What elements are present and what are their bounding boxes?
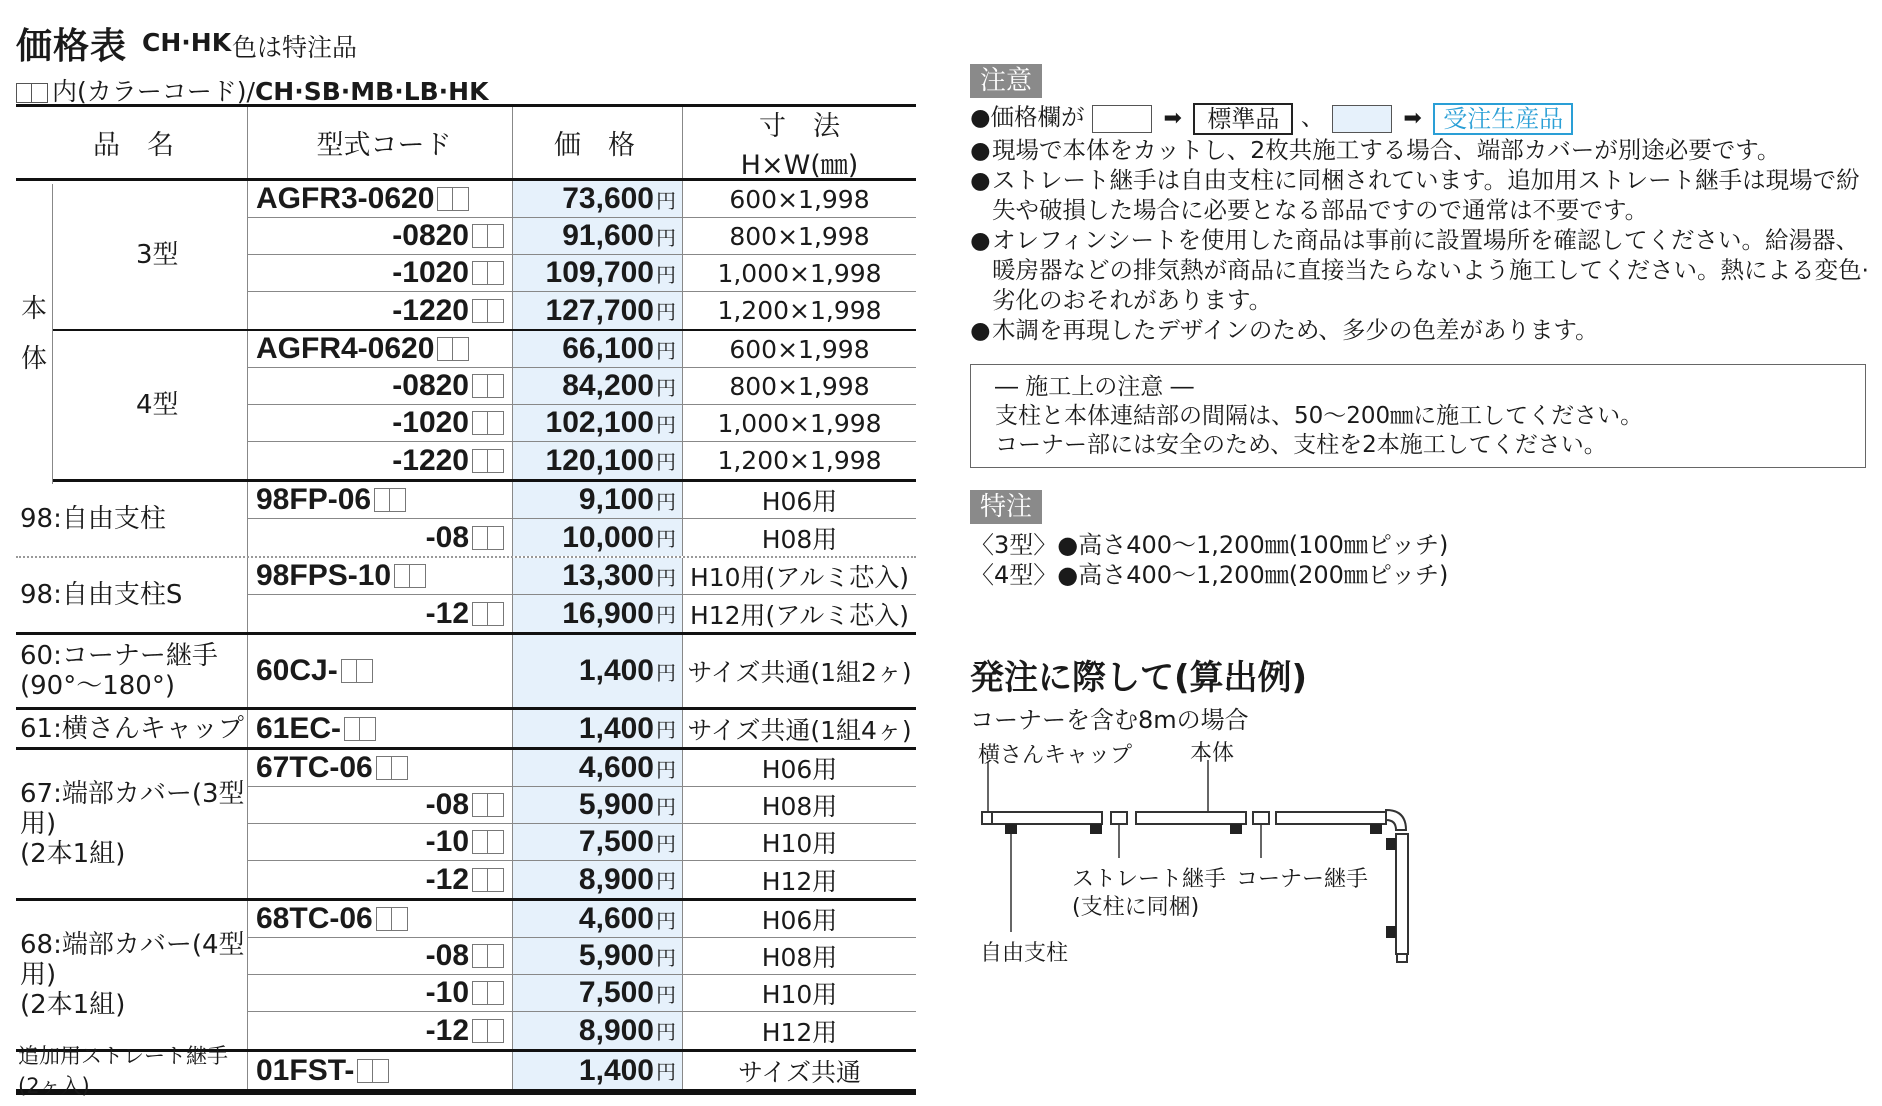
size-cell: H10用 xyxy=(761,980,838,1009)
price-value: 109,700 xyxy=(545,256,654,289)
size-cell: 1,200×1,998 xyxy=(717,296,882,325)
model-code-text: -10 xyxy=(425,825,469,858)
size-cell: 1,000×1,998 xyxy=(717,408,882,438)
price-cell xyxy=(513,861,683,898)
size-cell: 1,200×1,998 xyxy=(717,446,882,475)
color-code-box-icon xyxy=(472,981,504,1005)
table-row xyxy=(248,1012,916,1049)
special-line: 〈4型〉●高さ400〜1,200㎜(200㎜ピッチ) xyxy=(970,561,1449,589)
model-code-text: -12 xyxy=(425,1013,469,1047)
header-name: 品 名 xyxy=(16,107,248,178)
price-cell xyxy=(513,405,683,441)
model-code xyxy=(248,710,513,747)
title-note: 色は特注品 xyxy=(232,33,358,62)
price-value: 5,900 xyxy=(578,939,654,972)
color-line-codes: CH·SB·MB·LB·HK xyxy=(254,77,489,106)
table-row xyxy=(248,787,916,824)
group-name-text: 4型 xyxy=(136,390,179,420)
table-row xyxy=(248,368,916,405)
model-code-text: AGFR4-0620 xyxy=(256,332,435,365)
legend-standard-tag: 標準品 xyxy=(1193,103,1293,135)
table-row xyxy=(248,975,916,1012)
table-row xyxy=(248,255,916,292)
yen-unit: 円 xyxy=(656,720,676,742)
table-row xyxy=(248,558,916,595)
yen-unit: 円 xyxy=(656,833,676,856)
color-code-box-icon xyxy=(472,1019,504,1043)
size-cell: 600×1,998 xyxy=(729,334,870,364)
yen-unit: 円 xyxy=(656,264,676,287)
price-value: 1,400 xyxy=(578,654,654,687)
model-code-text: -1020 xyxy=(392,256,469,289)
yen-unit: 円 xyxy=(656,796,676,819)
model-code xyxy=(248,901,513,937)
model-code xyxy=(248,787,513,823)
table-row xyxy=(248,750,916,787)
table-row xyxy=(248,824,916,861)
notes-section xyxy=(970,64,1870,345)
arrow-right-icon: ➡ xyxy=(1163,106,1182,131)
price-cell xyxy=(513,901,683,937)
table-row xyxy=(248,405,916,442)
color-code-box-icon xyxy=(374,488,406,512)
group-name-text: 60:コーナー継手 (90°〜180°) xyxy=(20,641,218,701)
price-value: 127,700 xyxy=(545,293,654,327)
table-row xyxy=(248,1052,916,1089)
yen-unit: 円 xyxy=(656,567,676,590)
price-cell xyxy=(513,519,683,556)
price-cell xyxy=(513,750,683,786)
size-cell: サイズ共通(1組4ヶ) xyxy=(687,715,912,745)
price-value: 66,100 xyxy=(562,332,654,365)
table-group xyxy=(16,181,916,331)
table-group xyxy=(16,750,916,901)
group-name xyxy=(16,482,248,556)
price-cell xyxy=(513,181,683,217)
group-name-text: 追加用ストレート継手(2ヶ入) xyxy=(18,1043,228,1098)
bullet-icon: ● xyxy=(970,225,991,254)
price-cell xyxy=(513,1052,683,1089)
model-code xyxy=(248,255,513,291)
yen-unit: 円 xyxy=(656,302,676,324)
model-code-text: -12 xyxy=(425,596,469,630)
install-notes-box xyxy=(970,364,1866,468)
model-code-text: 98FP-06 xyxy=(256,483,372,516)
price-value: 5,900 xyxy=(578,788,654,821)
size-cell: H06用 xyxy=(761,755,838,784)
price-cell xyxy=(513,292,683,329)
note-item xyxy=(970,315,1870,345)
group-name xyxy=(16,710,248,747)
arrow-right-icon: ➡ xyxy=(1403,106,1422,131)
model-code xyxy=(248,824,513,860)
model-code-text: -1220 xyxy=(392,443,469,477)
group-name-text: 98:自由支柱S xyxy=(20,580,183,610)
model-code xyxy=(248,750,513,786)
model-code xyxy=(248,1052,513,1089)
color-code-box-icon xyxy=(472,449,504,473)
group-name xyxy=(16,1043,248,1098)
size-cell: H08用 xyxy=(761,943,838,972)
group-name xyxy=(16,635,248,707)
yen-unit: 円 xyxy=(656,984,676,1007)
yen-unit: 円 xyxy=(656,340,676,363)
price-value: 102,100 xyxy=(545,406,654,439)
model-code xyxy=(248,861,513,898)
install-line: 支柱と本体連結部の間隔は、50〜200㎜に施工してください。 xyxy=(995,403,1644,429)
price-value: 84,200 xyxy=(562,369,654,402)
price-cell xyxy=(513,787,683,823)
size-cell: H12用(アルミ芯入) xyxy=(689,600,910,630)
group-name-text: 67:端部カバー(3型用) (2本1組) xyxy=(20,779,245,869)
model-code xyxy=(248,442,513,479)
bullet-icon: ● xyxy=(970,315,991,344)
color-code-box-icon xyxy=(376,756,408,780)
model-code-text: 67TC-06 xyxy=(256,751,373,784)
model-code-text: 01FST- xyxy=(256,1053,355,1087)
note-text: 木調を再現したデザインのため、多少の色差があります。 xyxy=(992,315,1599,344)
price-value: 10,000 xyxy=(562,520,654,554)
color-code-box-icon xyxy=(437,187,469,211)
legend-line xyxy=(970,102,1870,135)
size-cell: 800×1,998 xyxy=(729,371,870,401)
color-code-box-icon xyxy=(472,944,504,968)
size-cell: H12用 xyxy=(761,1017,838,1047)
price-cell xyxy=(513,442,683,479)
legend-separator: 、 xyxy=(1300,103,1325,131)
size-cell: サイズ共通 xyxy=(737,1057,861,1087)
model-code xyxy=(248,331,513,367)
size-cell: H06用 xyxy=(761,906,838,935)
example-subtitle: コーナーを含む8mの場合 xyxy=(970,706,1249,734)
model-code-text: 68TC-06 xyxy=(256,902,373,935)
bullet-icon: ● xyxy=(970,165,991,194)
table-group xyxy=(16,635,916,710)
table-row xyxy=(248,938,916,975)
price-value: 9,100 xyxy=(578,483,654,516)
price-value: 1,400 xyxy=(578,711,654,745)
table-row xyxy=(248,635,916,707)
color-code-box-icon xyxy=(357,1059,389,1083)
model-code xyxy=(248,558,513,594)
model-code xyxy=(248,595,513,632)
color-code-line xyxy=(16,72,488,108)
table-group xyxy=(16,331,916,482)
price-value: 16,900 xyxy=(562,596,654,630)
price-cell xyxy=(513,635,683,707)
price-cell xyxy=(513,1012,683,1049)
model-code-text: -0820 xyxy=(392,219,469,252)
table-group xyxy=(16,710,916,750)
model-code-text: 60CJ- xyxy=(256,654,338,687)
color-code-box-icon xyxy=(472,793,504,817)
group-name-text: 61:横さんキャップ xyxy=(20,713,244,744)
model-code xyxy=(248,519,513,556)
table-row xyxy=(248,861,916,898)
model-code-text: -10 xyxy=(425,976,469,1009)
color-code-box-icon xyxy=(472,261,504,285)
yen-unit: 円 xyxy=(656,377,676,400)
model-code xyxy=(248,181,513,217)
color-code-box-icon xyxy=(472,526,504,550)
legend-order-tag: 受注生産品 xyxy=(1433,103,1573,135)
yen-unit: 円 xyxy=(656,1062,676,1084)
size-cell: H08用 xyxy=(761,524,838,554)
special-line: 〈3型〉●高さ400〜1,200㎜(100㎜ピッチ) xyxy=(970,531,1449,559)
note-text: 現場で本体をカットし、2枚共施工する場合、端部カバーが別途必要です。 xyxy=(992,135,1781,164)
legend-prefix: ●価格欄が xyxy=(970,103,1085,131)
color-code-box-icon xyxy=(341,659,373,683)
size-cell: H10用 xyxy=(761,829,838,858)
model-code xyxy=(248,1012,513,1049)
yen-unit: 円 xyxy=(656,190,676,213)
label-end-cap: 横さんキャップ xyxy=(978,743,1133,768)
price-cell xyxy=(513,558,683,594)
bullet-icon: ● xyxy=(970,135,991,164)
table-row xyxy=(248,218,916,255)
size-cell: H08用 xyxy=(761,792,838,821)
install-line: コーナー部には安全のため、支柱を2本施工してください。 xyxy=(995,432,1607,458)
model-code-text: AGFR3-0620 xyxy=(256,182,435,215)
label-straight-joint-note: (支柱に同梱) xyxy=(1072,895,1200,920)
table-row xyxy=(248,595,916,632)
title-color-codes: CH·HK xyxy=(142,28,232,57)
code-box-icon xyxy=(16,83,48,103)
size-cell: サイズ共通(1組2ヶ) xyxy=(687,658,912,687)
label-free-post: 自由支柱 xyxy=(980,941,1069,966)
yen-unit: 円 xyxy=(656,1022,676,1044)
price-value: 13,300 xyxy=(562,559,654,592)
yen-unit: 円 xyxy=(656,414,676,437)
table-row xyxy=(248,442,916,479)
size-cell: 800×1,998 xyxy=(729,221,870,251)
price-cell xyxy=(513,975,683,1011)
group-name xyxy=(16,558,248,632)
table-row xyxy=(248,292,916,329)
group-name xyxy=(16,750,248,898)
color-code-box-icon xyxy=(472,868,504,892)
color-code-box-icon xyxy=(472,602,504,626)
note-item xyxy=(970,165,1870,225)
model-code xyxy=(248,975,513,1011)
model-code xyxy=(248,482,513,518)
group-name-text: 98:自由支柱 xyxy=(20,504,166,534)
note-text: オレフィンシートを使用した商品は事前に設置場所を確認してください。給湯器、暖房器などの排気熱が商品に直接当たらないよう施工してください。熱による変色·劣化のおそれがあります。 xyxy=(992,225,1869,314)
group-name-text: 3型 xyxy=(136,240,179,270)
model-code-text: -08 xyxy=(425,939,469,972)
yen-unit: 円 xyxy=(656,910,676,933)
price-table xyxy=(16,104,916,1098)
color-code-box-icon xyxy=(472,830,504,854)
model-code-text: 98FPS-10 xyxy=(256,559,392,592)
table-header xyxy=(16,107,916,181)
table-group xyxy=(16,1043,916,1098)
yen-unit: 円 xyxy=(656,452,676,474)
legend-blue-box xyxy=(1332,105,1392,133)
note-text: ストレート継手は自由支柱に同梱されています。追加用ストレート継手は現場で紛失や破損した場合に必要となる部品ですので通常は不要です。 xyxy=(992,165,1860,224)
yen-unit: 円 xyxy=(656,227,676,250)
note-item xyxy=(970,135,1870,165)
price-cell xyxy=(513,938,683,974)
header-code: 型式コード xyxy=(248,107,513,178)
table-row xyxy=(248,710,916,747)
yen-unit: 円 xyxy=(656,871,676,893)
table-row xyxy=(248,482,916,519)
body-label xyxy=(16,184,53,484)
note-item xyxy=(970,225,1870,315)
yen-unit: 円 xyxy=(656,491,676,514)
example-title: 発注に際して(算出例) xyxy=(970,658,1308,698)
price-cell xyxy=(513,595,683,632)
table-row xyxy=(248,331,916,368)
special-label: 特注 xyxy=(970,490,1042,524)
layout-diagram xyxy=(960,740,1420,980)
color-code-box-icon xyxy=(472,299,504,323)
yen-unit: 円 xyxy=(656,605,676,627)
color-code-box-icon xyxy=(437,337,469,361)
table-row xyxy=(248,901,916,938)
price-cell xyxy=(513,710,683,747)
price-cell xyxy=(513,331,683,367)
price-value: 4,600 xyxy=(578,751,654,784)
yen-unit: 円 xyxy=(656,529,676,551)
color-code-box-icon xyxy=(394,564,426,588)
model-code-text: -08 xyxy=(425,520,469,554)
model-code xyxy=(248,218,513,254)
yen-unit: 円 xyxy=(656,947,676,970)
special-order-section xyxy=(970,490,1448,590)
color-code-box-icon xyxy=(344,717,376,741)
page-title: 価格表 xyxy=(16,26,128,67)
price-cell xyxy=(513,482,683,518)
color-code-box-icon xyxy=(376,907,408,931)
header-size: 寸 法 H×W(㎜) xyxy=(740,110,859,181)
group-name-text: 68:端部カバー(4型用) (2本1組) xyxy=(20,930,245,1020)
price-cell xyxy=(513,255,683,291)
label-corner-joint: コーナー継手 xyxy=(1236,867,1369,892)
model-code-text: -12 xyxy=(425,862,469,896)
price-value: 73,600 xyxy=(562,182,654,215)
color-code-box-icon xyxy=(472,411,504,435)
notes-label: 注意 xyxy=(970,64,1042,98)
model-code-text: -1220 xyxy=(392,293,469,327)
model-code-text: -08 xyxy=(425,788,469,821)
label-body: 本体 xyxy=(1190,741,1235,766)
color-line-prefix: 内(カラーコード)/ xyxy=(52,77,255,106)
size-cell: 600×1,998 xyxy=(729,184,870,214)
price-cell xyxy=(513,218,683,254)
model-code xyxy=(248,635,513,707)
table-row xyxy=(248,181,916,218)
model-code-text: -1020 xyxy=(392,406,469,439)
model-code-text: -0820 xyxy=(392,369,469,402)
price-value: 1,400 xyxy=(578,1053,654,1087)
label-straight-joint: ストレート継手 xyxy=(1072,867,1227,892)
price-value: 7,500 xyxy=(578,976,654,1009)
model-code xyxy=(248,368,513,404)
price-value: 8,900 xyxy=(578,1013,654,1047)
yen-unit: 円 xyxy=(656,662,676,685)
model-code-text: 61EC- xyxy=(256,711,342,745)
group-name xyxy=(16,901,248,1049)
price-value: 91,600 xyxy=(562,219,654,252)
price-value: 120,100 xyxy=(545,443,654,477)
model-code xyxy=(248,405,513,441)
price-value: 8,900 xyxy=(578,862,654,896)
size-cell: 1,000×1,998 xyxy=(717,258,882,288)
price-cell xyxy=(513,824,683,860)
table-group xyxy=(16,558,916,635)
body-label-char: 本 xyxy=(20,294,47,324)
size-cell: H06用 xyxy=(761,487,838,516)
model-code xyxy=(248,938,513,974)
yen-unit: 円 xyxy=(656,759,676,782)
size-cell: H12用 xyxy=(761,866,838,896)
table-group xyxy=(16,482,916,558)
price-cell xyxy=(513,368,683,404)
legend-white-box xyxy=(1092,105,1152,133)
color-code-box-icon xyxy=(472,374,504,398)
table-body xyxy=(16,181,916,1098)
model-code xyxy=(248,292,513,329)
install-title: ― 施工上の注意 ― xyxy=(995,374,1194,400)
body-label-char: 体 xyxy=(20,344,47,374)
size-cell: H10用(アルミ芯入) xyxy=(689,563,910,592)
price-value: 7,500 xyxy=(578,825,654,858)
price-value: 4,600 xyxy=(578,902,654,935)
color-code-box-icon xyxy=(472,224,504,248)
table-row xyxy=(248,519,916,556)
header-price: 価 格 xyxy=(513,107,683,178)
table-group xyxy=(16,901,916,1052)
note-list xyxy=(970,135,1870,345)
